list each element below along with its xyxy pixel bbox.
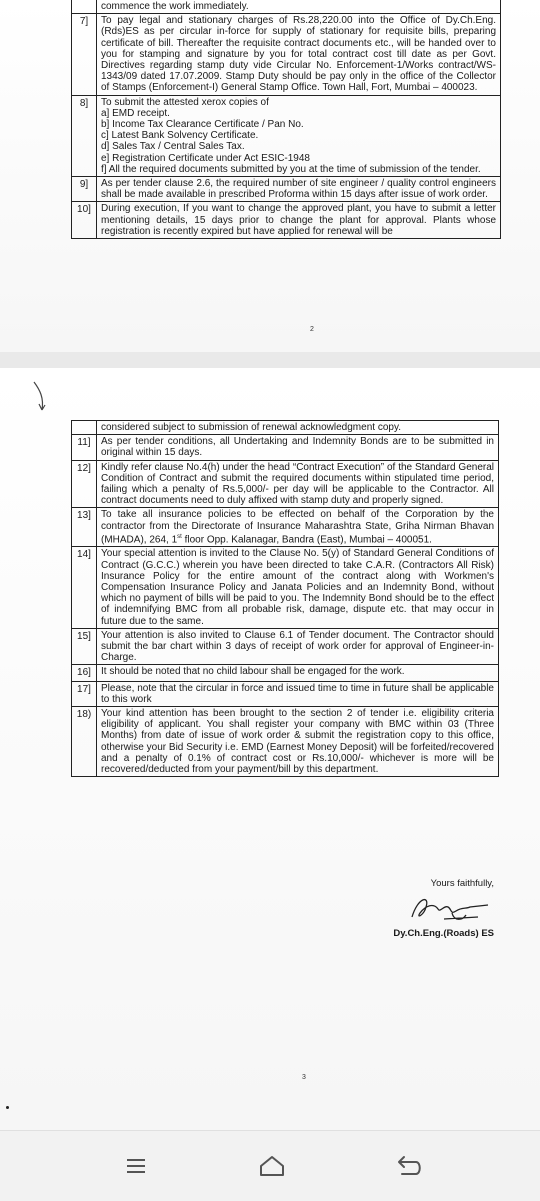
signature-image [408,891,494,927]
item-number: 16] [72,665,97,681]
item-number: 11] [72,435,97,460]
recent-apps-icon [121,1154,151,1178]
item-text-block [97,508,499,547]
table-row [72,421,499,435]
item-number: 12] [72,460,97,508]
table-row [72,14,501,95]
home-icon [256,1153,288,1179]
item-number [72,0,97,14]
item-text: Your attention is also invited to Clause 6.1 of Tender document. The Contractor should submit the bar chart within 3 days of receipt of work order for approval of Engineer-in-Charge. [97,628,499,665]
item-text: To submit the attested xerox copies of [101,96,269,108]
item-number: 17] [72,681,97,706]
table-row [72,460,499,508]
list-item: f] All the required documents submitted by you at the time of submission of the tender. [101,163,481,175]
sub-list [101,108,496,175]
item-text: commence the work immediately. [97,0,501,14]
terms-table-page-2 [71,0,501,239]
dot-mark [6,1106,9,1109]
system-navigation-bar [0,1130,540,1201]
table-row [72,95,501,176]
item-text: floor Opp. Kalanagar, Bandra (East), Mumbai – 400051. [181,534,432,546]
item-number: 14] [72,547,97,628]
back-icon [394,1153,426,1179]
item-number: 13] [72,508,97,547]
list-item: d] Sales Tax / Central Sales Tax. [101,141,245,153]
signature-block [393,878,494,939]
item-text: During execution, If you want to change the approved plant, you have to submit a letter mentioning details, 15 days prior to change the plant for approval. Plants whose registration is recently expired but have applied for renewal will be [97,202,501,239]
back-button[interactable] [390,1151,430,1181]
item-number: 18) [72,707,97,777]
item-number: 10] [72,202,97,239]
item-number: 7] [72,14,97,95]
terms-table-page-3 [71,420,499,777]
page-number: 2 [310,326,314,333]
table-row [72,202,501,239]
item-text: As per tender clause 2.6, the required number of site engineer / quality control engineers shall be made available in prescribed Proforma within 15 days after issue of work order. [97,177,501,202]
list-item: a] EMD receipt. [101,107,170,119]
item-text: Kindly refer clause No.4(h) under the head “Contract Execution” of the Standard General Condition of Contract and submit the required documents within stipulated time period, failing which a penalty of Rs.5,000/- per day will be applicable to the Contractor. All contract documents need to duly affixed with stamp duty and properly signed. [97,460,499,508]
list-item: c] Latest Bank Solvency Certificate. [101,130,259,142]
list-item: b] Income Tax Clearance Certificate / Pan No. [101,119,304,131]
table-row [72,681,499,706]
document-page-3 [0,368,540,1130]
table-row [72,435,499,460]
item-text: Your special attention is invited to the Clause No. 5(y) of Standard General Conditions of Contract (G.C.C.) wherein you have been directed to take C.A.R. (Contractors All Risk) Insurance Policy for the entire amount of the contract along with Workmen's Compensation Insurance Policy and Janata Policies and an Indemnity Bond, without which no payment of bills will be paid to you. The Indemnity Bond should be to the effect of indemnifying BMC from all probable risk, damage, dispute etc. that may occur in future due to the same. [97,547,499,628]
item-text: To take all insurance policies to be effected on behalf of the Corporation by the contractor from the Directorate of Insurance Maharashtra State, Griha Nirman Bhavan (MHADA), 264, 1 [101,509,494,546]
item-text: To pay legal and stationary charges of Rs.28,220.00 into the Office of Dy.Ch.Eng.(Rds)ES as per circular in-force for supply of stationary for requisite bills, preparing certificate of bill. Thereafter the requisite contract documents etc., will be handed over to you for stamping and signature by you for total contract cost till date as per Govt. Directives regarding stamp duty vide Circular No. Enforcement-1/Works contract/WS-1343/09 dated 17.07.2009. Stamp Duty should be pay only in the office of the Collector of Stamps (Enforcement-I) General Stamp Office. Town Hall, Fort, Mumbai – 400023. [97,14,501,95]
table-row [72,177,501,202]
item-number: 15] [72,628,97,665]
page-number: 3 [302,1074,306,1081]
table-row [72,707,499,777]
table-row [72,547,499,628]
item-text: As per tender conditions, all Undertaking and Indemnity Bonds are to be submitted in original within 15 days. [97,435,499,460]
item-number: 9] [72,177,97,202]
superscript: st [177,533,182,540]
designation-text: Dy.Ch.Eng.(Roads) ES [393,928,494,939]
item-number [72,421,97,435]
table-row [72,508,499,547]
item-text: It should be noted that no child labour shall be engaged for the work. [97,665,499,681]
list-item: e] Registration Certificate under Act ESIC-1948 [101,152,310,164]
item-text: considered subject to submission of renewal acknowledgment copy. [97,421,499,435]
home-button[interactable] [252,1151,292,1181]
table-row [72,0,501,14]
item-text: Your kind attention has been brought to the section 2 of tender i.e. eligibility criteria eligibility of applicant. You shall register your company with BMC within 03 (Three Months) from date of issue of work order & submit the registration copy to this office, otherwise your Bid Security i.e. EMD (Earnest Money Deposit) will be forfeited/recovered and a penalty of 0.1% of contract cost or Rs.10,000/- whichever is more will be recovered/deducted from your payment/bill by this department. [97,707,499,777]
item-number: 8] [72,95,97,176]
document-page-2 [0,0,540,352]
table-row [72,628,499,665]
item-text-block [97,95,501,176]
table-row [72,665,499,681]
closing-text: Yours faithfully, [430,878,494,889]
pen-mark-icon [30,380,50,426]
recent-apps-button[interactable] [116,1151,156,1181]
item-text: Please, note that the circular in force and issued time to time in future shall be applicable to this work [97,681,499,706]
